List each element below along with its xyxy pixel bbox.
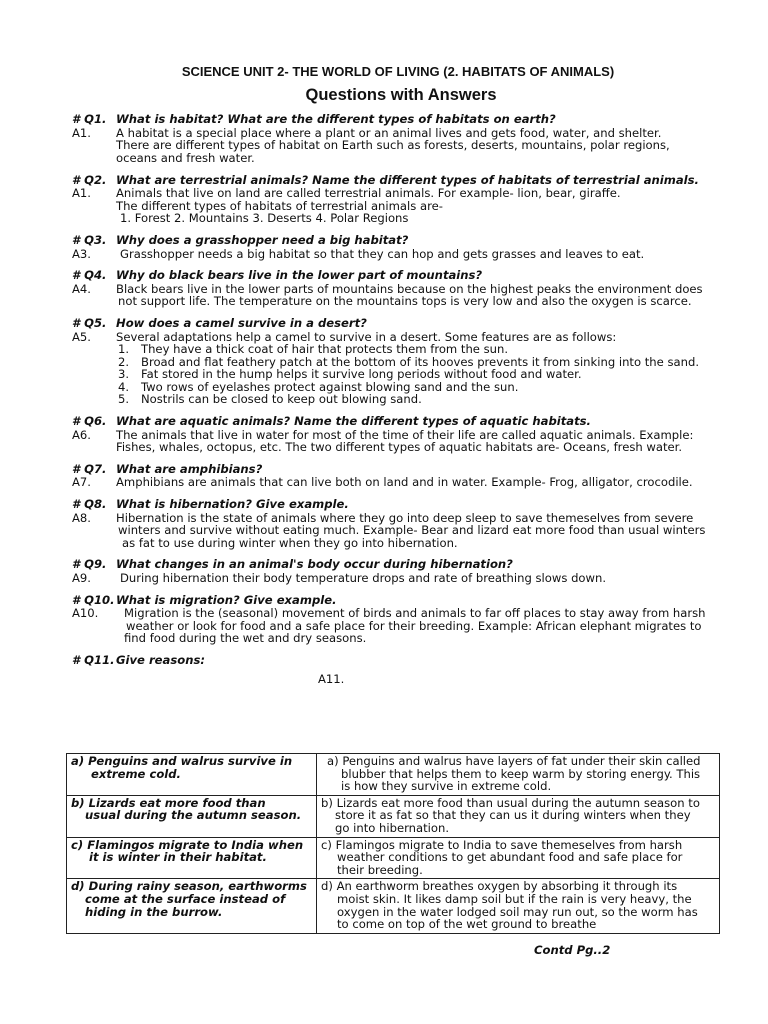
reason-answer: b) Lizards eat more food than usual during the autumn season to store it as fat so that they can us it during winters when they go into hibernation. [317,795,720,837]
answer: A5. Several adaptations help a camel to survive in a desert. Some features are as follows: [72,329,617,344]
table-row [67,837,720,879]
reason-question: a) Penguins and walrus survive in extreme cold. [67,754,317,796]
answer: A3. Grasshopper needs a big habitat so that they can hop and gets grasses and leaves to eat. [72,246,645,261]
list-item: 1. They have a thick coat of hair that protects them from the sun. [118,342,509,357]
reason-answer: a) Penguins and walrus have layers of fat under their skin called blubber that helps them to keep warm by storing energy. This is how they survive in extreme cold. [317,754,720,796]
answer: A10. Migration is the (seasonal) movement of birds and animals to far off places to stay away from harsh weather or look for food and a safe place for their breeding. Example: African elephant migrates to find food during the wet and dry seasons. [72,606,706,646]
answer-label: A11. [318,671,345,686]
question: # Q5. How does a camel survive in a desert? [72,315,367,330]
answer: A1. Animals that live on land are called terrestrial animals. For example- lion, bear, giraffe. The different types of habitats of terrestrial animals are- 1. Forest 2. Mountains 3. Deserts 4. Polar Regions [72,186,621,226]
qa-item [72,113,722,164]
answer: A7. Amphibians are animals that can live both on land and in water. Example- Frog, alligator, crocodile. [72,475,693,490]
list-item: 5. Nostrils can be closed to keep out blowing sand. [118,392,422,407]
qa-item [72,415,722,454]
question: # Q10. What is migration? Give example. [72,592,337,607]
document-page [72,66,722,693]
reasons-table [66,753,720,934]
list-item: 4. Two rows of eyelashes protect against blowing sand and the sun. [118,379,519,394]
answer: A6. The animals that live in water for most of the time of their life are called aquatic animals. Example: Fishes, whales, octopus, etc. The two different types of aquatic habitats are- Oceans, fresh water. [72,427,694,455]
qa-item [72,594,722,645]
qa-item [72,269,722,308]
qa-item [72,498,722,549]
list-item: 2. Broad and flat feathery patch at the bottom of its hooves prevents it from sinking into the sand. [118,354,700,369]
qa-item [72,558,722,584]
question: # Q6. What are aquatic animals? Name the different types of aquatic habitats. [72,414,591,429]
table-row [67,879,720,933]
question: # Q7. What are amphibians? [72,461,263,476]
question: # Q2. What are terrestrial animals? Name the different types of habitats of terrestrial animals. [72,172,699,187]
qa-item [72,317,722,406]
question: # Q3. Why does a grasshopper need a big habitat? [72,232,409,247]
numbered-list [72,343,722,406]
reason-answer: d) An earthworm breathes oxygen by absorbing it through its moist skin. It likes damp soil but if the rain is very heavy, the oxygen in the water lodged soil may run out, so the worm has to come on top of the wet ground to breathe [317,879,720,933]
reason-question: c) Flamingos migrate to India when it is winter in their habitat. [67,837,317,879]
qa-item [72,234,722,260]
table-row [67,754,720,796]
question: # Q1. What is habitat? What are the different types of habitats on earth? [72,112,556,127]
question: # Q8. What is hibernation? Give example. [72,497,349,512]
answer: A8. Hibernation is the state of animals where they go into deep sleep to save themeselves from severe winters and survive without eating much. Example- Bear and lizard eat more food than usual winters as fat to use during winter when they go into hibernation. [72,510,706,550]
qa-item [72,463,722,489]
list-item: 3. Fat stored in the hump helps it survive long periods without food and water. [118,367,582,382]
qa-item [72,174,722,225]
answer: A9. During hibernation their body temperature drops and rate of breathing slows down. [72,571,607,585]
table-row [67,795,720,837]
answer: A4. Black bears live in the lower parts of mountains because on the highest peaks the environment does not support life. The temperature on the mountains tops is very low and also the oxygen is scarce. [72,281,703,309]
question: # Q4. Why do black bears live in the lower part of mountains? [72,268,483,283]
continued-note: Contd Pg..2 [534,943,611,957]
unit-title: SCIENCE UNIT 2- THE WORLD OF LIVING (2. HABITATS OF ANIMALS) [181,64,615,79]
reason-question: d) During rainy season, earthworms come at the surface instead of hiding in the burrow. [67,879,317,933]
reason-question: b) Lizards eat more food than usual during the autumn season. [67,795,317,837]
page-subtitle: Questions with Answers [305,85,497,104]
qa-item [72,654,722,685]
question: # Q11. Give reasons: [72,652,206,667]
reason-answer: c) Flamingos migrate to India to save themeselves from harsh weather conditions to get abundant food and safe place for their breeding. [317,837,720,879]
question: # Q9. What changes in an animal's body occur during hibernation? [72,557,513,572]
answer: A1. A habitat is a special place where a plant or an animal lives and gets food, water, and shelter. There are different types of habitat on Earth such as forests, deserts, mountains, polar regions, oceans and fresh water. [72,125,670,165]
